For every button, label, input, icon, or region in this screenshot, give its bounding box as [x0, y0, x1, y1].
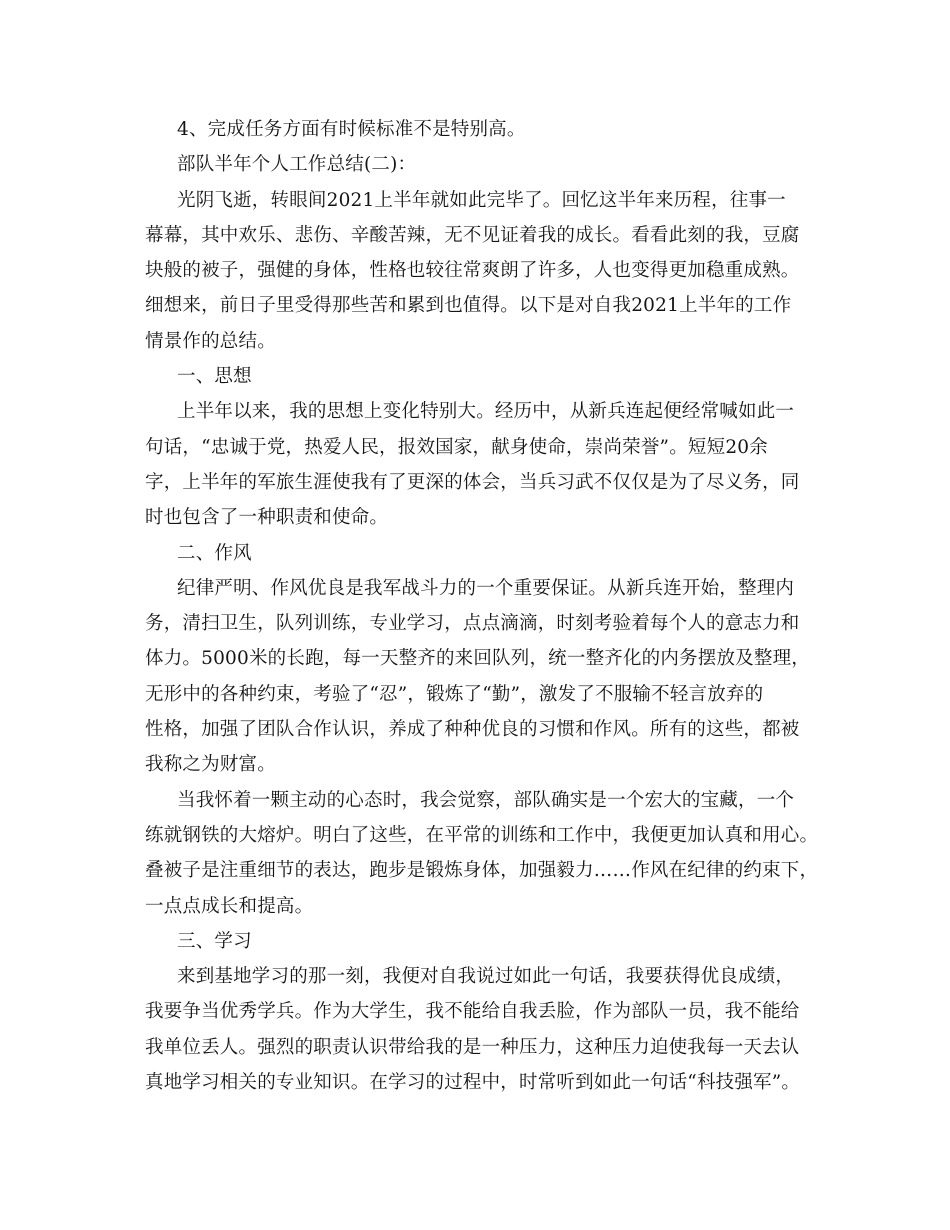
- text-line: 上半年以来，我的思想上变化特别大。经历中，从新兵连起便经常喊如此一: [177, 401, 795, 423]
- text-line: 我单位丢人。强烈的职责认识带给我的是一种压力，这种压力迫使我每一天去认: [145, 1036, 800, 1058]
- text-line: 叠被子是注重细节的表达，跑步是锻炼身体，加强毅力……作风在纪律的约束下，: [145, 860, 819, 882]
- text-line: 我要争当优秀学兵。作为大学生，我不能给自我丢脸，作为部队一员，我不能给: [145, 1001, 800, 1023]
- text-line: 当我怀着一颗主动的心态时，我会觉察，部队确实是一个宏大的宝藏，一个: [177, 789, 795, 811]
- text-line: 真地学习相关的专业知识。在学习的过程中，时常听到如此一句话“科技强军”。: [145, 1072, 801, 1094]
- text-line: 二、作风: [177, 542, 252, 564]
- text-line: 纪律严明、作风优良是我军战斗力的一个重要保证。从新兵连开始，整理内: [177, 577, 795, 599]
- text-line: 三、学习: [177, 930, 252, 952]
- text-line: 来到基地学习的那一刻，我便对自我说过如此一句话，我要获得优良成绩，: [177, 966, 795, 988]
- text-line: 部队半年个人工作总结(二)：: [177, 154, 417, 176]
- text-line: 一、思想: [177, 366, 252, 388]
- text-line: 幕幕，其中欢乐、悲伤、辛酸苦辣，无不见证着我的成长。看看此刻的我，豆腐: [145, 224, 800, 246]
- text-line: 练就钢铁的大熔炉。明白了这些，在平常的训练和工作中，我便更加认真和用心。: [145, 824, 819, 846]
- text-line: 4、完成任务方面有时候标准不是特别高。: [177, 119, 526, 140]
- text-line: 句话，“忠诚于党，热爱人民，报效国家，献身使命，崇尚荣誉”。短短20余: [145, 436, 768, 458]
- text-line: 情景作的总结。: [145, 330, 276, 352]
- text-line: 光阴飞逝，转眼间2021上半年就如此完毕了。回忆这半年来历程，往事一: [177, 189, 786, 211]
- text-line: 无形中的各种约束，考验了“忍”，锻炼了“勤”，激发了不服输不轻言放弃的: [145, 683, 764, 705]
- text-line: 性格，加强了团队合作认识，养成了种种优良的习惯和作风。所有的这些，都被: [145, 719, 800, 741]
- text-line: 细想来，前日子里受得那些苦和累到也值得。以下是对自我2021上半年的工作: [145, 295, 792, 317]
- text-line: 务，清扫卫生，队列训练，专业学习，点点滴滴，时刻考验着每个人的意志力和: [145, 613, 800, 635]
- text-line: 字，上半年的军旅生涯使我有了更深的体会，当兵习武不仅仅是为了尽义务，同: [145, 471, 800, 493]
- text-line: 体力。5000米的长跑，每一天整齐的来回队列，统一整齐化的内务摆放及整理，: [145, 648, 810, 670]
- text-line: 一点点成长和提高。: [145, 895, 314, 917]
- text-line: 我称之为财富。: [145, 754, 276, 776]
- document-body: [145, 112, 819, 1100]
- text-line: 时也包含了一种职责和使命。: [145, 507, 389, 529]
- text-line: 块般的被子，强健的身体，性格也较往常爽朗了许多，人也变得更加稳重成熟。: [145, 260, 800, 282]
